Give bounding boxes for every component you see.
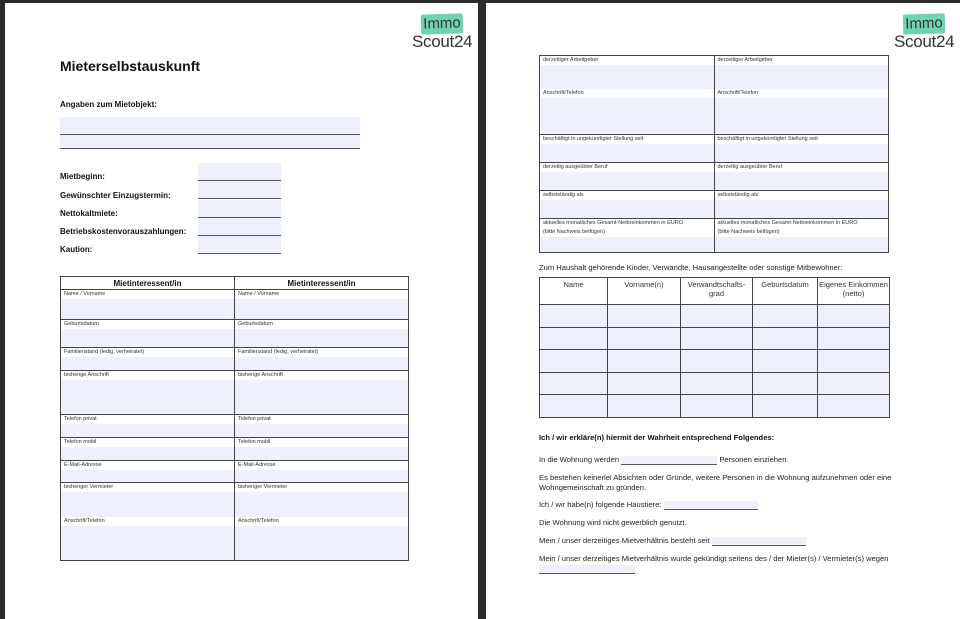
form-cell[interactable] (61, 371, 235, 415)
cell-label: Name / Vorname (235, 290, 408, 299)
page-2 (486, 3, 960, 619)
cell-label: Telefon mobil (235, 438, 408, 447)
form-cell[interactable] (540, 89, 715, 135)
cell-label: derzeitig ausgeübter Beruf (540, 163, 714, 172)
tenancy-since-field[interactable] (712, 537, 806, 546)
cell-label: bisherige Anschrift (235, 371, 408, 380)
form-cell[interactable] (714, 163, 889, 191)
cell-label: derzeitiger Arbeitgeber (715, 56, 889, 65)
form-cell[interactable] (61, 348, 235, 371)
cell-label: bisheriger Vermieter (235, 483, 408, 492)
page-title: Mieterselbstauskunft (60, 58, 201, 74)
form-cell[interactable] (714, 89, 889, 135)
table-row (61, 415, 409, 438)
form-cell[interactable] (818, 350, 890, 373)
decl-not-commercial: Die Wohnung wird nicht gewerblich genutzt. (539, 518, 687, 527)
form-cell[interactable] (235, 348, 409, 371)
logo-scout24: Scout24 (412, 32, 473, 51)
decl-terminated (539, 554, 899, 574)
persons-field[interactable] (621, 456, 717, 465)
table-row (61, 371, 409, 415)
pets-field[interactable] (664, 501, 758, 510)
field-input[interactable] (198, 218, 281, 236)
table-row (540, 135, 889, 163)
cell-label: selbstständig als (540, 191, 714, 200)
cell-label: Telefon privat (61, 415, 234, 424)
form-cell[interactable] (540, 350, 608, 373)
form-cell[interactable] (235, 461, 409, 483)
form-cell[interactable] (753, 327, 818, 350)
cell-label: Familienstand (ledig, verheiratet) (61, 348, 234, 357)
form-cell[interactable] (681, 327, 753, 350)
form-cell[interactable] (608, 327, 681, 350)
table-row (540, 327, 890, 350)
table-row (61, 290, 409, 320)
form-cell[interactable] (540, 191, 715, 219)
form-cell[interactable] (540, 327, 608, 350)
cell-label: Telefon mobil (61, 438, 234, 447)
form-cell[interactable] (540, 56, 715, 90)
decl-pets (539, 500, 758, 510)
form-cell[interactable] (608, 305, 681, 328)
table-row (540, 163, 889, 191)
logo-immo: Immo (903, 13, 946, 34)
form-cell[interactable] (714, 135, 889, 163)
cell-note: (bitte Nachweis beifügen) (715, 228, 889, 237)
cell-label: bisherige Anschrift (61, 371, 234, 380)
field-label: Mietbeginn: (60, 172, 105, 181)
table-row (61, 320, 409, 348)
field-label: Betriebskostenvorauszahlungen: (60, 227, 187, 236)
logo-scout24: Scout24 (894, 32, 955, 51)
form-cell[interactable] (61, 438, 235, 461)
form-cell[interactable] (61, 290, 235, 320)
form-cell[interactable] (235, 483, 409, 518)
form-cell[interactable] (235, 371, 409, 415)
table-row (540, 395, 890, 418)
household-intro: Zum Haushalt gehörende Kinder, Verwandte, Hausangestellte oder sonstige Mitbewohner: (539, 263, 843, 272)
form-cell[interactable] (818, 305, 890, 328)
column-header: Geburtsdatum (753, 278, 818, 305)
form-cell[interactable] (540, 163, 715, 191)
form-cell[interactable] (540, 135, 715, 163)
household-table (539, 277, 890, 418)
form-cell[interactable] (681, 372, 753, 395)
form-cell[interactable] (61, 517, 235, 561)
table-row (540, 89, 889, 135)
cell-label: E-Mail-Adresse (61, 461, 234, 470)
form-cell[interactable] (681, 395, 753, 418)
column-header: Eigenes Einkommen (netto) (818, 278, 890, 305)
cell-label: Anschrift/Telefon (61, 517, 234, 526)
pets-text: Ich / wir habe(n) folgende Haustiere: (539, 500, 662, 509)
form-cell[interactable] (608, 350, 681, 373)
form-cell[interactable] (61, 483, 235, 518)
form-cell[interactable] (714, 219, 889, 253)
table-row (540, 305, 890, 328)
table-row (540, 372, 890, 395)
form-cell[interactable] (681, 350, 753, 373)
field-label: Gewünschter Einzugstermin: (60, 191, 171, 200)
page-1 (5, 3, 478, 619)
form-cell[interactable] (753, 395, 818, 418)
cell-label: Geburtsdatum (61, 320, 234, 329)
decl-persons (539, 455, 789, 465)
terminated-field[interactable] (539, 565, 635, 574)
cell-label: E-Mail-Adresse (235, 461, 408, 470)
cell-label: beschäftigt in ungekündigter Stellung seit (540, 135, 714, 144)
form-cell[interactable] (540, 372, 608, 395)
form-cell[interactable] (753, 305, 818, 328)
decl-tenancy-since (539, 536, 806, 546)
cell-label: aktuelles monatliches Gesamt-Nettoeinkommen in EURO (715, 219, 889, 228)
cell-label: Telefon privat (235, 415, 408, 424)
form-cell[interactable] (818, 372, 890, 395)
field-input[interactable] (198, 200, 281, 218)
decl-no-intent: Es bestehen keinerlei Absichten oder Gründe, weitere Personen in die Wohnung aufzunehmen oder eine Wohngemeinschaft zu gründen. (539, 473, 892, 492)
object-field-2[interactable] (60, 135, 360, 149)
immoscout24-logo (412, 14, 474, 54)
declaration-title: Ich / wir erkläre(n) hiermit der Wahrheit entsprechend Folgendes: (539, 433, 775, 442)
form-cell[interactable] (61, 320, 235, 348)
applicant-table (60, 276, 409, 561)
column-header: Name (540, 278, 608, 305)
form-cell[interactable] (714, 191, 889, 219)
table-row (61, 461, 409, 483)
table-row (540, 56, 889, 90)
persons-text-a: In die Wohnung werden (539, 455, 620, 464)
immoscout24-logo (894, 14, 956, 54)
column-header: Verwandtschafts-grad (681, 278, 753, 305)
form-cell[interactable] (235, 438, 409, 461)
employment-table (539, 55, 889, 253)
form-cell[interactable] (818, 395, 890, 418)
form-cell[interactable] (753, 372, 818, 395)
form-cell[interactable] (608, 372, 681, 395)
table-row (540, 191, 889, 219)
logo-immo: Immo (421, 13, 464, 34)
cell-label: beschäftigt in ungekündigter Stellung seit (715, 135, 889, 144)
column-header: Mietinteressent/in (61, 277, 235, 290)
form-cell[interactable] (235, 415, 409, 438)
form-cell[interactable] (235, 517, 409, 561)
form-cell[interactable] (540, 395, 608, 418)
column-header: Vorname(n) (608, 278, 681, 305)
terminated-text: Mein / unser derzeitiges Mietverhältnis wurde gekündigt seitens des / der Mieter(s) / Vermieter(s) wegen (539, 554, 889, 563)
cell-label: derzeitig ausgeübter Beruf (715, 163, 889, 172)
form-cell[interactable] (61, 461, 235, 483)
table-row (61, 348, 409, 371)
form-cell[interactable] (540, 305, 608, 328)
cell-label: aktuelles monatliches Gesamt-Nettoeinkommen in EURO (540, 219, 714, 228)
cell-label: Anschrift/Telefon (715, 89, 889, 98)
cell-label: Familienstand (ledig, verheiratet) (235, 348, 408, 357)
form-cell[interactable] (681, 305, 753, 328)
tenancy-since-text: Mein / unser derzeitiges Mietverhältnis besteht seit (539, 536, 710, 545)
persons-text-b: Personen einziehen. (719, 455, 789, 464)
table-row (61, 438, 409, 461)
field-label: Kaution: (60, 245, 93, 254)
cell-label: selbstständig als (715, 191, 889, 200)
cell-label: Geburtsdatum (235, 320, 408, 329)
cell-label: derzeitiger Arbeitgeber (540, 56, 714, 65)
form-cell[interactable] (235, 320, 409, 348)
table-row (540, 350, 890, 373)
field-input[interactable] (198, 163, 281, 181)
form-cell[interactable] (540, 219, 715, 253)
cell-label: Name / Vorname (61, 290, 234, 299)
cell-label: Anschrift/Telefon (540, 89, 714, 98)
cell-note: (bitte Nachweis beifügen) (540, 228, 714, 237)
object-label: Angaben zum Mietobjekt: (60, 100, 157, 109)
form-cell[interactable] (714, 56, 889, 90)
field-input[interactable] (198, 181, 281, 199)
form-cell[interactable] (753, 350, 818, 373)
form-cell[interactable] (818, 327, 890, 350)
column-header: Mietinteressent/in (235, 277, 409, 290)
form-cell[interactable] (608, 395, 681, 418)
form-cell[interactable] (61, 415, 235, 438)
object-field-1[interactable] (60, 117, 360, 135)
cell-label: bisheriger Vermieter (61, 483, 234, 492)
field-input[interactable] (198, 236, 281, 254)
form-cell[interactable] (235, 290, 409, 320)
cell-label: Anschrift/Telefon (235, 517, 408, 526)
field-label: Nettokaltmiete: (60, 209, 118, 218)
table-row (61, 517, 409, 561)
table-row (540, 219, 889, 253)
table-row (61, 483, 409, 518)
